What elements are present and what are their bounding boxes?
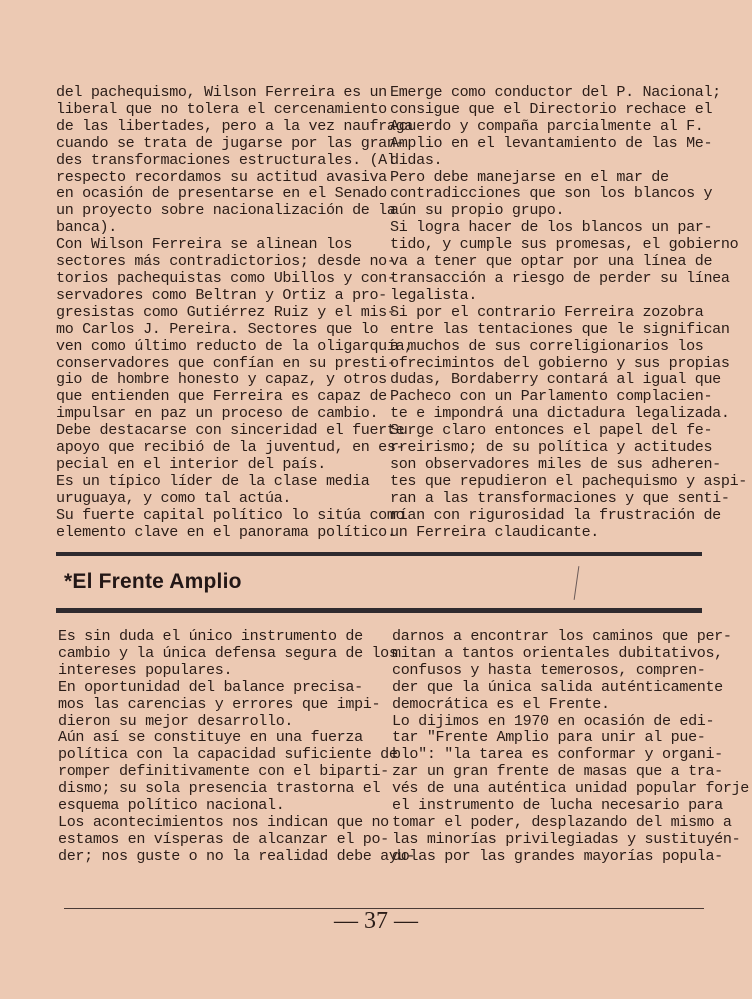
text-line: sectores más contradictorios; desde no- bbox=[56, 252, 396, 271]
text-line: un Ferreira claudicante. bbox=[390, 522, 599, 541]
text-line: las minorías privilegiadas y sustituyén- bbox=[392, 829, 741, 848]
text-line: del pachequismo, Wilson Ferreira es un bbox=[56, 83, 387, 101]
text-line: mos las carencias y errores que impi- bbox=[58, 694, 381, 713]
text-line: te e impondrá una dictadura legalizada. bbox=[390, 404, 730, 423]
text-column-top-right bbox=[390, 83, 748, 541]
text-line: legalista. bbox=[390, 285, 478, 304]
text-line: ran a las transformaciones y que senti- bbox=[390, 488, 730, 507]
text-line: a muchos de sus correligionarios los bbox=[390, 336, 704, 355]
text-line: Si logra hacer de los blancos un par- bbox=[390, 218, 713, 237]
text-line: En oportunidad del balance precisa- bbox=[58, 677, 363, 696]
text-line: elemento clave en el panorama político. bbox=[56, 522, 396, 541]
text-line: ofrecimintos del gobierno y sus propias bbox=[390, 353, 730, 372]
text-line: contradicciones que son los blancos y bbox=[390, 184, 713, 203]
text-line: democrática es el Frente. bbox=[392, 694, 610, 713]
text-line: rreirismo; de su política y actitudes bbox=[390, 438, 713, 457]
text-line: Emerge como conductor del P. Nacional; bbox=[390, 83, 721, 101]
text-column-bottom-right bbox=[392, 627, 750, 865]
text-line: liberal que no tolera el cercenamiento bbox=[56, 99, 387, 118]
text-line: servadores como Beltran y Ortiz a pro- bbox=[56, 285, 387, 304]
text-line: cuando se trata de jugarse por las gran- bbox=[56, 133, 405, 152]
text-line: dieron su mejor desarrollo. bbox=[58, 711, 294, 730]
pen-mark bbox=[574, 566, 580, 600]
text-line: vés de una auténtica unidad popular forje bbox=[392, 779, 750, 798]
text-line: va a tener que optar por una línea de bbox=[390, 252, 713, 271]
text-line: de las libertades, pero a la vez naufraga bbox=[56, 116, 414, 135]
text-line: tar "Frente Amplio para unir al pue- bbox=[392, 728, 706, 747]
text-line: conservadores que confían en su presti- bbox=[56, 353, 396, 372]
text-line: dudas, Bordaberry contará al igual que bbox=[390, 370, 721, 389]
text-column-top-left bbox=[56, 83, 414, 541]
text-line: son observadores miles de sus adheren- bbox=[390, 454, 721, 473]
text-line: Pacheco con un Parlamento complacien- bbox=[390, 387, 713, 406]
text-line: respecto recordamos su actitud avasiva bbox=[56, 167, 387, 186]
section-heading: *El Frente Amplio bbox=[64, 570, 242, 593]
page-number: — 37 — bbox=[334, 908, 418, 934]
text-line: Amplio en el levantamiento de las Me- bbox=[390, 133, 713, 152]
text-line: Los acontecimientos nos indican que no bbox=[58, 812, 389, 831]
text-line: cambio y la única defensa segura de los bbox=[58, 643, 398, 662]
text-line: des transformaciones estructurales. (Al bbox=[56, 150, 396, 169]
text-line: gio de hombre honesto y capaz, y otros bbox=[56, 370, 387, 389]
text-line: dolas por las grandes mayorías popula- bbox=[392, 846, 723, 865]
text-line: ven como último reducto de la oligarquía, bbox=[56, 336, 414, 355]
text-column-bottom-left bbox=[58, 627, 416, 865]
text-line: el instrumento de lucha necesario para bbox=[392, 796, 723, 815]
text-line: der que la única salida auténticamente bbox=[392, 677, 723, 696]
text-line: Es un típico líder de la clase media bbox=[56, 471, 370, 490]
text-line: Surge claro entonces el papel del fe- bbox=[390, 421, 713, 440]
text-line: aún su propio grupo. bbox=[390, 201, 565, 220]
text-line: en ocasión de presentarse en el Senado bbox=[56, 184, 387, 203]
text-line: entre las tentaciones que le significan bbox=[390, 319, 730, 338]
text-line: intereses populares. bbox=[58, 660, 233, 679]
text-line: Si por el contrario Ferreira zozobra bbox=[390, 302, 704, 321]
text-line: mitan a tantos orientales dubitativos, bbox=[392, 643, 723, 662]
text-line: Con Wilson Ferreira se alinean los bbox=[56, 235, 353, 254]
text-line: blo": "la tarea es conformar y organi- bbox=[392, 745, 723, 764]
text-line: política con la capacidad suficiente de bbox=[58, 745, 398, 764]
text-line: mo Carlos J. Pereira. Sectores que lo bbox=[56, 319, 379, 338]
divider-rule bbox=[56, 552, 702, 556]
text-line: banca). bbox=[56, 218, 117, 237]
divider-rule bbox=[56, 608, 702, 613]
text-line: Pero debe manejarse en el mar de bbox=[390, 167, 669, 186]
text-line: tes que repudieron el pachequismo y aspi- bbox=[390, 471, 748, 490]
text-line: transacción a riesgo de perder su línea bbox=[390, 268, 730, 287]
text-line: zar un gran frente de masas que a tra- bbox=[392, 762, 723, 781]
text-line: confusos y hasta temerosos, compren- bbox=[392, 660, 706, 679]
text-line: consigue que el Directorio rechace el bbox=[390, 99, 713, 118]
text-line: estamos en vísperas de alcanzar el po- bbox=[58, 829, 389, 848]
text-line: un proyecto sobre nacionalización de la bbox=[56, 201, 396, 220]
text-line: Debe destacarse con sinceridad el fuerte bbox=[56, 421, 405, 440]
text-line: darnos a encontrar los caminos que per- bbox=[392, 627, 732, 645]
text-line: tido, y cumple sus promesas, el gobierno bbox=[390, 235, 739, 254]
text-line: impulsar en paz un proceso de cambio. bbox=[56, 404, 379, 423]
text-line: torios pachequistas como Ubillos y con- bbox=[56, 268, 396, 287]
text-line: esquema político nacional. bbox=[58, 796, 285, 815]
text-line: Aún así se constituye en una fuerza bbox=[58, 728, 363, 747]
text-line: Acuerdo y compaña parcialmente al F. bbox=[390, 116, 704, 135]
text-line: que entienden que Ferreira es capaz de bbox=[56, 387, 387, 406]
text-line: pecial en el interior del país. bbox=[56, 454, 326, 473]
text-line: Lo dijimos en 1970 en ocasión de edi- bbox=[392, 711, 715, 730]
text-line: tomar el poder, desplazando del mismo a bbox=[392, 812, 732, 831]
text-line: romper definitivamente con el biparti- bbox=[58, 762, 389, 781]
text-line: apoyo que recibió de la juventud, en es- bbox=[56, 438, 405, 457]
text-line: dismo; su sola presencia trastorna el bbox=[58, 779, 381, 798]
text-line: der; nos guste o no la realidad debe ayu- bbox=[58, 846, 416, 865]
text-line: Su fuerte capital político lo sitúa como bbox=[56, 505, 405, 524]
text-line: uruguaya, y como tal actúa. bbox=[56, 488, 292, 507]
text-line: Es sin duda el único instrumento de bbox=[58, 627, 363, 645]
text-line: didas. bbox=[390, 150, 443, 169]
text-line: rían con rigurosidad la frustración de bbox=[390, 505, 721, 524]
text-line: gresistas como Gutiérrez Ruiz y el mis- bbox=[56, 302, 396, 321]
